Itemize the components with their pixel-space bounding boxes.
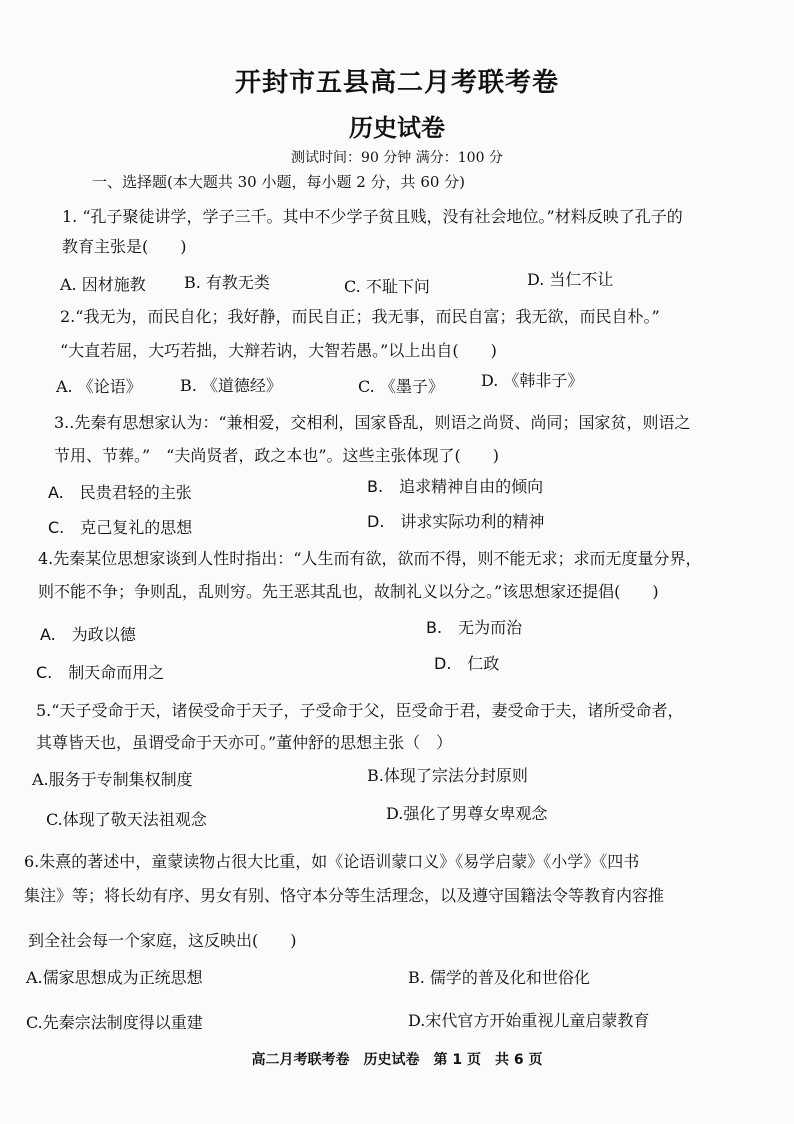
question-6-option-a: A.儒家思想成为正统思想 [26,968,203,987]
question-3-option-d: D. 讲求实际功利的精神 [367,512,545,531]
question-5-option-a: A.服务于专制集权制度 [32,770,193,789]
question-3-option-b: B. 追求精神自由的倾向 [367,477,544,496]
question-2-option-a: A. 《论语》 [56,377,142,396]
question-1-option-d: D. 当仁不让 [527,270,614,289]
question-3-line-2: 节用、节葬。” “夫尚贤者，政之本也”。这些主张体现了( ) [54,446,500,465]
question-6-option-b: B. 儒学的普及化和世俗化 [408,968,590,987]
exam-meta: 测试时间：90 分钟 满分：100 分 [291,150,503,166]
question-4-line-2: 则不能不争；争则乱，乱则穷。先王恶其乱也，故制礼义以分之。”该思想家还提倡( ) [38,582,659,601]
question-3-option-c: C. 克己复礼的思想 [48,518,193,537]
question-1-option-b: B. 有教无类 [184,273,270,292]
question-4-option-a: A. 为政以德 [40,625,136,644]
question-4-option-d: D. 仁政 [434,654,500,673]
question-1-line-2: 教育主张是( ) [62,237,187,256]
question-4-line-1: 4.先秦某位思想家谈到人性时指出：“人生而有欲，欲而不得，则不能无求；求而无度量分界， [38,549,702,568]
page-footer: 高二月考联考卷 历史试卷 第 1 页 共 6 页 [251,1052,543,1068]
question-1-line-1: 1. “孔子聚徒讲学，学子三千。其中不少学子贫且贱，没有社会地位。”材料反映了孔子的 [62,207,683,226]
question-3-option-a: A. 民贵君轻的主张 [48,483,192,502]
question-6-option-d: D.宋代官方开始重视儿童启蒙教育 [408,1011,650,1030]
question-5-option-c: C.体现了敬天法祖观念 [46,810,207,829]
section-heading: 一、选择题(本大题共 30 小题，每小题 2 分，共 60 分) [92,173,466,191]
question-2-line-1: 2.“我无为，而民自化；我好静，而民自正；我无事，而民自富；我无欲，而民自朴。” [60,307,660,326]
question-1-option-c: C. 不耻下问 [344,277,430,296]
question-4-option-b: B. 无为而治 [426,618,523,637]
exam-subject: 历史试卷 [349,114,445,142]
question-6-option-c: C.先秦宗法制度得以重建 [26,1013,203,1032]
question-2-option-c: C. 《墨子》 [358,377,444,396]
question-2-line-2: “大直若屈，大巧若拙，大辩若讷，大智若愚。”以上出自( ) [60,341,497,360]
question-2-option-b: B. 《道德经》 [180,376,282,395]
question-1-option-a: A. 因材施教 [60,275,146,294]
question-4-option-c: C. 制天命而用之 [36,663,165,682]
question-6-line-2: 集注》等；将长幼有序、男女有别、恪守本分等生活理念，以及遵守国籍法令等教育内容推 [24,886,665,905]
question-5-line-1: 5.“天子受命于天，诸侯受命于天子，子受命于父，臣受命于君，妻受命于夫，诸所受命者， [36,701,684,720]
question-5-option-b: B.体现了宗法分封原则 [367,766,528,785]
question-5-option-d: D.强化了男尊女卑观念 [386,804,548,823]
question-3-line-1: 3..先秦有思想家认为：“兼相爱，交相利，国家昏乱，则语之尚贤、尚同；国家贫，则语之 [54,413,691,432]
question-2-option-d: D. 《韩非子》 [481,371,584,390]
exam-title: 开封市五县高二月考联考卷 [234,68,559,98]
question-6-line-1: 6.朱熹的著述中，童蒙读物占很大比重，如《论语训蒙口义》《易学启蒙》《小学》《四书 [24,852,640,871]
question-5-line-2: 其尊皆天也，虽谓受命于天亦可。”董仲舒的思想主张（ ） [36,733,453,752]
question-6-line-3: 到全社会每一个家庭，这反映出( ) [28,931,297,950]
